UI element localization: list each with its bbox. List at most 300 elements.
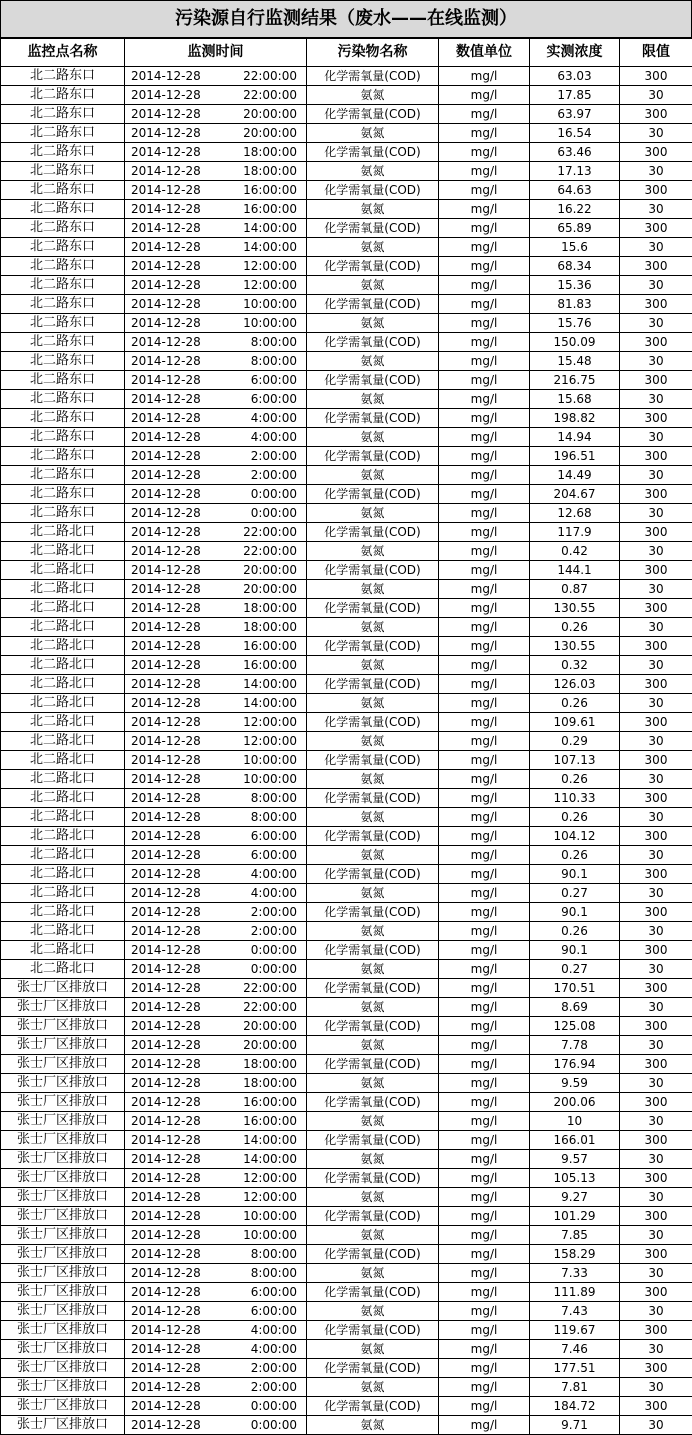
cell-pollutant: 氨氮 — [307, 694, 439, 713]
cell-time — [125, 409, 307, 428]
cell-site: 北二路北口 — [1, 561, 125, 580]
cell-time-part: 14:00:00 — [243, 240, 297, 254]
cell-pollutant: 化学需氧量(COD) — [307, 257, 439, 276]
cell-date-part: 2014-12-28 — [131, 734, 201, 748]
table-row — [1, 1340, 692, 1359]
cell-unit: mg/l — [439, 162, 530, 181]
cell-unit: mg/l — [439, 1359, 530, 1378]
cell-pollutant: 化学需氧量(COD) — [307, 219, 439, 238]
cell-unit: mg/l — [439, 409, 530, 428]
table-row — [1, 1036, 692, 1055]
cell-time-part: 14:00:00 — [243, 696, 297, 710]
monitoring-table — [0, 38, 692, 1435]
cell-date-part: 2014-12-28 — [131, 164, 201, 178]
cell-value: 158.29 — [530, 1245, 620, 1264]
cell-date-part: 2014-12-28 — [131, 1380, 201, 1394]
cell-time-part: 22:00:00 — [243, 525, 297, 539]
cell-time-part: 12:00:00 — [243, 278, 297, 292]
table-row — [1, 1416, 692, 1435]
cell-date-part: 2014-12-28 — [131, 373, 201, 387]
cell-site: 张士厂区排放口 — [1, 1131, 125, 1150]
cell-value: 117.9 — [530, 523, 620, 542]
cell-time-part: 18:00:00 — [243, 164, 297, 178]
cell-site: 北二路北口 — [1, 599, 125, 618]
cell-time — [125, 732, 307, 751]
cell-pollutant: 化学需氧量(COD) — [307, 1245, 439, 1264]
cell-pollutant: 氨氮 — [307, 998, 439, 1017]
cell-unit: mg/l — [439, 827, 530, 846]
cell-pollutant: 氨氮 — [307, 86, 439, 105]
cell-pollutant: 氨氮 — [307, 1340, 439, 1359]
cell-site: 北二路东口 — [1, 200, 125, 219]
cell-time-part: 6:00:00 — [250, 373, 297, 387]
cell-site: 张士厂区排放口 — [1, 1378, 125, 1397]
cell-site: 北二路北口 — [1, 656, 125, 675]
cell-value: 14.49 — [530, 466, 620, 485]
cell-date-part: 2014-12-28 — [131, 620, 201, 634]
cell-date-part: 2014-12-28 — [131, 1114, 201, 1128]
cell-pollutant: 化学需氧量(COD) — [307, 1169, 439, 1188]
cell-limit: 30 — [620, 390, 692, 409]
cell-time-part: 8:00:00 — [250, 1266, 297, 1280]
cell-value: 109.61 — [530, 713, 620, 732]
cell-limit: 30 — [620, 884, 692, 903]
cell-date-part: 2014-12-28 — [131, 962, 201, 976]
cell-pollutant: 氨氮 — [307, 846, 439, 865]
cell-site: 张士厂区排放口 — [1, 1188, 125, 1207]
cell-limit: 300 — [620, 219, 692, 238]
cell-site: 张士厂区排放口 — [1, 1074, 125, 1093]
cell-unit: mg/l — [439, 371, 530, 390]
cell-time — [125, 1074, 307, 1093]
cell-time — [125, 333, 307, 352]
table-row — [1, 314, 692, 333]
cell-date-part: 2014-12-28 — [131, 145, 201, 159]
cell-time-part: 0:00:00 — [250, 962, 297, 976]
cell-unit: mg/l — [439, 1397, 530, 1416]
cell-value: 17.85 — [530, 86, 620, 105]
cell-value: 14.94 — [530, 428, 620, 447]
cell-unit: mg/l — [439, 580, 530, 599]
cell-unit: mg/l — [439, 1150, 530, 1169]
table-row — [1, 1207, 692, 1226]
cell-date-part: 2014-12-28 — [131, 1095, 201, 1109]
cell-date-part: 2014-12-28 — [131, 1228, 201, 1242]
cell-time-part: 2:00:00 — [250, 924, 297, 938]
cell-pollutant: 氨氮 — [307, 238, 439, 257]
cell-time — [125, 694, 307, 713]
cell-limit: 300 — [620, 485, 692, 504]
cell-unit: mg/l — [439, 656, 530, 675]
cell-limit: 30 — [620, 276, 692, 295]
cell-time — [125, 1321, 307, 1340]
cell-site: 北二路北口 — [1, 789, 125, 808]
cell-limit: 300 — [620, 599, 692, 618]
cell-date-part: 2014-12-28 — [131, 1076, 201, 1090]
table-row — [1, 713, 692, 732]
cell-site: 张士厂区排放口 — [1, 1226, 125, 1245]
cell-site: 张士厂区排放口 — [1, 1397, 125, 1416]
table-row — [1, 827, 692, 846]
cell-time — [125, 257, 307, 276]
table-row — [1, 941, 692, 960]
cell-time-part: 8:00:00 — [250, 810, 297, 824]
cell-value: 130.55 — [530, 599, 620, 618]
cell-site: 张士厂区排放口 — [1, 1150, 125, 1169]
table-row — [1, 618, 692, 637]
table-row — [1, 1283, 692, 1302]
cell-limit: 300 — [620, 789, 692, 808]
cell-time — [125, 1245, 307, 1264]
cell-unit: mg/l — [439, 599, 530, 618]
cell-site: 北二路东口 — [1, 276, 125, 295]
cell-value: 166.01 — [530, 1131, 620, 1150]
cell-limit: 30 — [620, 1074, 692, 1093]
cell-pollutant: 化学需氧量(COD) — [307, 1017, 439, 1036]
cell-site: 北二路北口 — [1, 770, 125, 789]
cell-time-part: 10:00:00 — [243, 297, 297, 311]
cell-unit: mg/l — [439, 865, 530, 884]
cell-value: 63.46 — [530, 143, 620, 162]
cell-value: 0.26 — [530, 618, 620, 637]
cell-unit: mg/l — [439, 1283, 530, 1302]
header-limit: 限值 — [620, 39, 692, 67]
cell-site: 北二路东口 — [1, 124, 125, 143]
cell-time-part: 22:00:00 — [243, 981, 297, 995]
cell-pollutant: 氨氮 — [307, 1150, 439, 1169]
cell-time — [125, 1207, 307, 1226]
cell-time — [125, 523, 307, 542]
cell-pollutant: 化学需氧量(COD) — [307, 485, 439, 504]
cell-value: 0.26 — [530, 770, 620, 789]
cell-limit: 30 — [620, 694, 692, 713]
cell-limit: 30 — [620, 922, 692, 941]
cell-pollutant: 氨氮 — [307, 808, 439, 827]
cell-site: 北二路东口 — [1, 371, 125, 390]
cell-limit: 30 — [620, 1340, 692, 1359]
cell-time — [125, 713, 307, 732]
cell-unit: mg/l — [439, 219, 530, 238]
cell-time-part: 12:00:00 — [243, 734, 297, 748]
cell-value: 9.71 — [530, 1416, 620, 1435]
cell-time — [125, 162, 307, 181]
cell-unit: mg/l — [439, 542, 530, 561]
cell-date-part: 2014-12-28 — [131, 316, 201, 330]
cell-pollutant: 化学需氧量(COD) — [307, 1359, 439, 1378]
cell-limit: 300 — [620, 1245, 692, 1264]
cell-date-part: 2014-12-28 — [131, 563, 201, 577]
cell-value: 198.82 — [530, 409, 620, 428]
table-body — [1, 67, 692, 1435]
table-row — [1, 1359, 692, 1378]
table-row — [1, 1017, 692, 1036]
cell-pollutant: 氨氮 — [307, 1302, 439, 1321]
table-row — [1, 561, 692, 580]
cell-date-part: 2014-12-28 — [131, 506, 201, 520]
cell-unit: mg/l — [439, 979, 530, 998]
cell-pollutant: 氨氮 — [307, 580, 439, 599]
cell-pollutant: 化学需氧量(COD) — [307, 903, 439, 922]
table-row — [1, 409, 692, 428]
cell-time-part: 10:00:00 — [243, 753, 297, 767]
cell-date-part: 2014-12-28 — [131, 1152, 201, 1166]
cell-unit: mg/l — [439, 960, 530, 979]
cell-time-part: 14:00:00 — [243, 1133, 297, 1147]
cell-unit: mg/l — [439, 922, 530, 941]
cell-date-part: 2014-12-28 — [131, 202, 201, 216]
cell-time — [125, 922, 307, 941]
cell-unit: mg/l — [439, 428, 530, 447]
cell-date-part: 2014-12-28 — [131, 335, 201, 349]
cell-date-part: 2014-12-28 — [131, 525, 201, 539]
cell-unit: mg/l — [439, 637, 530, 656]
cell-value: 0.27 — [530, 960, 620, 979]
cell-site: 北二路北口 — [1, 580, 125, 599]
cell-date-part: 2014-12-28 — [131, 1019, 201, 1033]
cell-time-part: 20:00:00 — [243, 563, 297, 577]
cell-pollutant: 氨氮 — [307, 770, 439, 789]
cell-value: 204.67 — [530, 485, 620, 504]
cell-pollutant: 化学需氧量(COD) — [307, 751, 439, 770]
table-row — [1, 200, 692, 219]
cell-pollutant: 氨氮 — [307, 1264, 439, 1283]
cell-pollutant: 氨氮 — [307, 352, 439, 371]
cell-limit: 30 — [620, 770, 692, 789]
cell-site: 北二路东口 — [1, 105, 125, 124]
cell-value: 105.13 — [530, 1169, 620, 1188]
cell-time — [125, 1017, 307, 1036]
header-site: 监控点名称 — [1, 39, 125, 67]
cell-time-part: 2:00:00 — [250, 1380, 297, 1394]
cell-pollutant: 氨氮 — [307, 542, 439, 561]
cell-value: 119.67 — [530, 1321, 620, 1340]
cell-unit: mg/l — [439, 257, 530, 276]
cell-value: 7.33 — [530, 1264, 620, 1283]
cell-site: 张士厂区排放口 — [1, 1264, 125, 1283]
table-row — [1, 523, 692, 542]
cell-site: 张士厂区排放口 — [1, 1359, 125, 1378]
cell-time — [125, 504, 307, 523]
cell-pollutant: 氨氮 — [307, 1036, 439, 1055]
table-row — [1, 1321, 692, 1340]
cell-unit: mg/l — [439, 1207, 530, 1226]
cell-time-part: 10:00:00 — [243, 316, 297, 330]
cell-date-part: 2014-12-28 — [131, 791, 201, 805]
cell-date-part: 2014-12-28 — [131, 1247, 201, 1261]
cell-pollutant: 化学需氧量(COD) — [307, 523, 439, 542]
cell-value: 104.12 — [530, 827, 620, 846]
cell-limit: 300 — [620, 371, 692, 390]
cell-time-part: 8:00:00 — [250, 335, 297, 349]
table-row — [1, 428, 692, 447]
cell-pollutant: 化学需氧量(COD) — [307, 599, 439, 618]
cell-limit: 300 — [620, 637, 692, 656]
cell-time — [125, 903, 307, 922]
cell-value: 63.97 — [530, 105, 620, 124]
cell-site: 北二路北口 — [1, 618, 125, 637]
cell-date-part: 2014-12-28 — [131, 1361, 201, 1375]
cell-site: 北二路北口 — [1, 903, 125, 922]
cell-value: 90.1 — [530, 903, 620, 922]
cell-site: 北二路东口 — [1, 238, 125, 257]
cell-time-part: 0:00:00 — [250, 1399, 297, 1413]
cell-unit: mg/l — [439, 618, 530, 637]
table-row — [1, 238, 692, 257]
cell-site: 北二路北口 — [1, 542, 125, 561]
cell-unit: mg/l — [439, 998, 530, 1017]
cell-limit: 300 — [620, 67, 692, 86]
cell-date-part: 2014-12-28 — [131, 905, 201, 919]
cell-site: 北二路北口 — [1, 732, 125, 751]
cell-limit: 30 — [620, 352, 692, 371]
cell-date-part: 2014-12-28 — [131, 221, 201, 235]
cell-date-part: 2014-12-28 — [131, 278, 201, 292]
cell-value: 63.03 — [530, 67, 620, 86]
cell-time — [125, 390, 307, 409]
table-row — [1, 675, 692, 694]
cell-limit: 30 — [620, 846, 692, 865]
cell-unit: mg/l — [439, 1378, 530, 1397]
cell-time — [125, 998, 307, 1017]
cell-time — [125, 1036, 307, 1055]
cell-limit: 300 — [620, 675, 692, 694]
cell-date-part: 2014-12-28 — [131, 753, 201, 767]
cell-time — [125, 580, 307, 599]
cell-limit: 300 — [620, 1321, 692, 1340]
cell-unit: mg/l — [439, 352, 530, 371]
table-row — [1, 1131, 692, 1150]
cell-time — [125, 67, 307, 86]
cell-limit: 300 — [620, 1169, 692, 1188]
table-row — [1, 1169, 692, 1188]
cell-site: 张士厂区排放口 — [1, 1036, 125, 1055]
cell-time-part: 0:00:00 — [250, 487, 297, 501]
cell-limit: 30 — [620, 466, 692, 485]
cell-time — [125, 561, 307, 580]
cell-unit: mg/l — [439, 884, 530, 903]
cell-unit: mg/l — [439, 1112, 530, 1131]
cell-time — [125, 1226, 307, 1245]
cell-site: 张士厂区排放口 — [1, 1169, 125, 1188]
cell-time-part: 10:00:00 — [243, 1209, 297, 1223]
cell-limit: 30 — [620, 1302, 692, 1321]
cell-date-part: 2014-12-28 — [131, 867, 201, 881]
cell-site: 北二路东口 — [1, 86, 125, 105]
cell-date-part: 2014-12-28 — [131, 848, 201, 862]
cell-limit: 300 — [620, 1397, 692, 1416]
cell-unit: mg/l — [439, 295, 530, 314]
cell-limit: 30 — [620, 580, 692, 599]
cell-time-part: 18:00:00 — [243, 620, 297, 634]
cell-value: 64.63 — [530, 181, 620, 200]
cell-value: 16.22 — [530, 200, 620, 219]
cell-time-part: 6:00:00 — [250, 1304, 297, 1318]
cell-limit: 30 — [620, 998, 692, 1017]
cell-value: 7.78 — [530, 1036, 620, 1055]
cell-pollutant: 氨氮 — [307, 314, 439, 333]
cell-site: 北二路北口 — [1, 827, 125, 846]
cell-site: 北二路东口 — [1, 352, 125, 371]
cell-unit: mg/l — [439, 941, 530, 960]
cell-limit: 300 — [620, 333, 692, 352]
cell-date-part: 2014-12-28 — [131, 1342, 201, 1356]
cell-time-part: 4:00:00 — [250, 867, 297, 881]
cell-site: 北二路北口 — [1, 637, 125, 656]
cell-date-part: 2014-12-28 — [131, 943, 201, 957]
cell-pollutant: 化学需氧量(COD) — [307, 865, 439, 884]
cell-unit: mg/l — [439, 1188, 530, 1207]
cell-time-part: 16:00:00 — [243, 1114, 297, 1128]
table-row — [1, 884, 692, 903]
cell-pollutant: 氨氮 — [307, 732, 439, 751]
cell-date-part: 2014-12-28 — [131, 544, 201, 558]
cell-time-part: 4:00:00 — [250, 430, 297, 444]
cell-time — [125, 314, 307, 333]
cell-time — [125, 86, 307, 105]
cell-site: 北二路北口 — [1, 751, 125, 770]
cell-limit: 30 — [620, 1226, 692, 1245]
cell-time-part: 12:00:00 — [243, 1190, 297, 1204]
table-row — [1, 960, 692, 979]
cell-value: 177.51 — [530, 1359, 620, 1378]
cell-value: 111.89 — [530, 1283, 620, 1302]
cell-limit: 300 — [620, 257, 692, 276]
table-row — [1, 808, 692, 827]
cell-site: 张士厂区排放口 — [1, 1416, 125, 1435]
table-row — [1, 979, 692, 998]
cell-time-part: 20:00:00 — [243, 107, 297, 121]
cell-time — [125, 865, 307, 884]
cell-pollutant: 氨氮 — [307, 1188, 439, 1207]
cell-unit: mg/l — [439, 238, 530, 257]
cell-time — [125, 428, 307, 447]
cell-unit: mg/l — [439, 1093, 530, 1112]
table-row — [1, 656, 692, 675]
cell-date-part: 2014-12-28 — [131, 772, 201, 786]
cell-limit: 30 — [620, 1264, 692, 1283]
cell-pollutant: 化学需氧量(COD) — [307, 1055, 439, 1074]
cell-value: 65.89 — [530, 219, 620, 238]
table-row — [1, 485, 692, 504]
cell-date-part: 2014-12-28 — [131, 126, 201, 140]
cell-limit: 30 — [620, 200, 692, 219]
cell-date-part: 2014-12-28 — [131, 601, 201, 615]
cell-pollutant: 氨氮 — [307, 428, 439, 447]
cell-unit: mg/l — [439, 314, 530, 333]
cell-date-part: 2014-12-28 — [131, 259, 201, 273]
cell-time — [125, 599, 307, 618]
cell-site: 北二路东口 — [1, 333, 125, 352]
cell-time-part: 18:00:00 — [243, 145, 297, 159]
cell-unit: mg/l — [439, 1017, 530, 1036]
cell-time — [125, 941, 307, 960]
cell-limit: 30 — [620, 86, 692, 105]
cell-date-part: 2014-12-28 — [131, 183, 201, 197]
cell-site: 北二路东口 — [1, 314, 125, 333]
cell-value: 150.09 — [530, 333, 620, 352]
cell-date-part: 2014-12-28 — [131, 1209, 201, 1223]
cell-value: 0.26 — [530, 808, 620, 827]
table-row — [1, 789, 692, 808]
cell-unit: mg/l — [439, 105, 530, 124]
cell-limit: 30 — [620, 1036, 692, 1055]
cell-pollutant: 氨氮 — [307, 922, 439, 941]
cell-limit: 300 — [620, 1093, 692, 1112]
cell-site: 北二路东口 — [1, 390, 125, 409]
table-row — [1, 770, 692, 789]
table-row — [1, 86, 692, 105]
cell-unit: mg/l — [439, 466, 530, 485]
